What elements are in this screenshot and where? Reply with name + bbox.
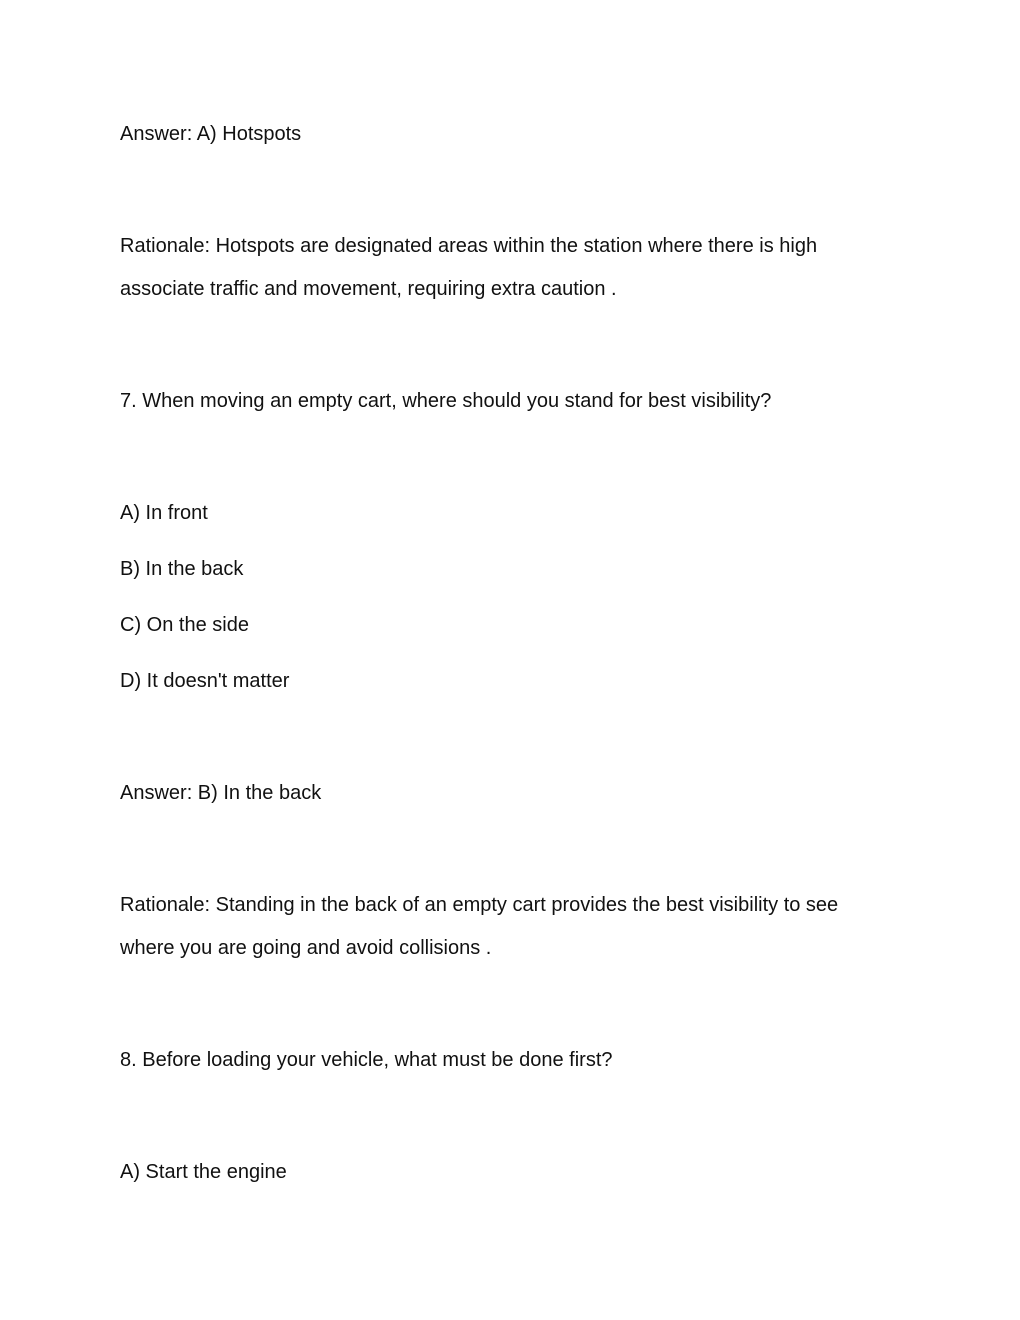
question-8-option-a: A) Start the engine bbox=[120, 1161, 287, 1183]
answer-6: Answer: A) Hotspots bbox=[120, 123, 302, 145]
rationale-7-line-2: where you are going and avoid collisions . bbox=[120, 937, 492, 959]
rationale-6-line-1: Rationale: Hotspots are designated areas within the station where there is high bbox=[120, 235, 818, 257]
question-8: 8. Before loading your vehicle, what must be done first? bbox=[120, 1049, 613, 1071]
rationale-6-line-2: associate traffic and movement, requiring extra caution . bbox=[120, 278, 617, 300]
question-7-option-b: B) In the back bbox=[120, 558, 244, 580]
answer-7: Answer: B) In the back bbox=[120, 782, 322, 804]
question-7-option-c: C) On the side bbox=[120, 614, 249, 636]
rationale-7-line-1: Rationale: Standing in the back of an empty cart provides the best visibility to see bbox=[120, 894, 839, 916]
question-7: 7. When moving an empty cart, where should you stand for best visibility? bbox=[120, 390, 772, 412]
question-7-option-a: A) In front bbox=[120, 502, 208, 524]
question-7-option-d: D) It doesn't matter bbox=[120, 670, 290, 692]
